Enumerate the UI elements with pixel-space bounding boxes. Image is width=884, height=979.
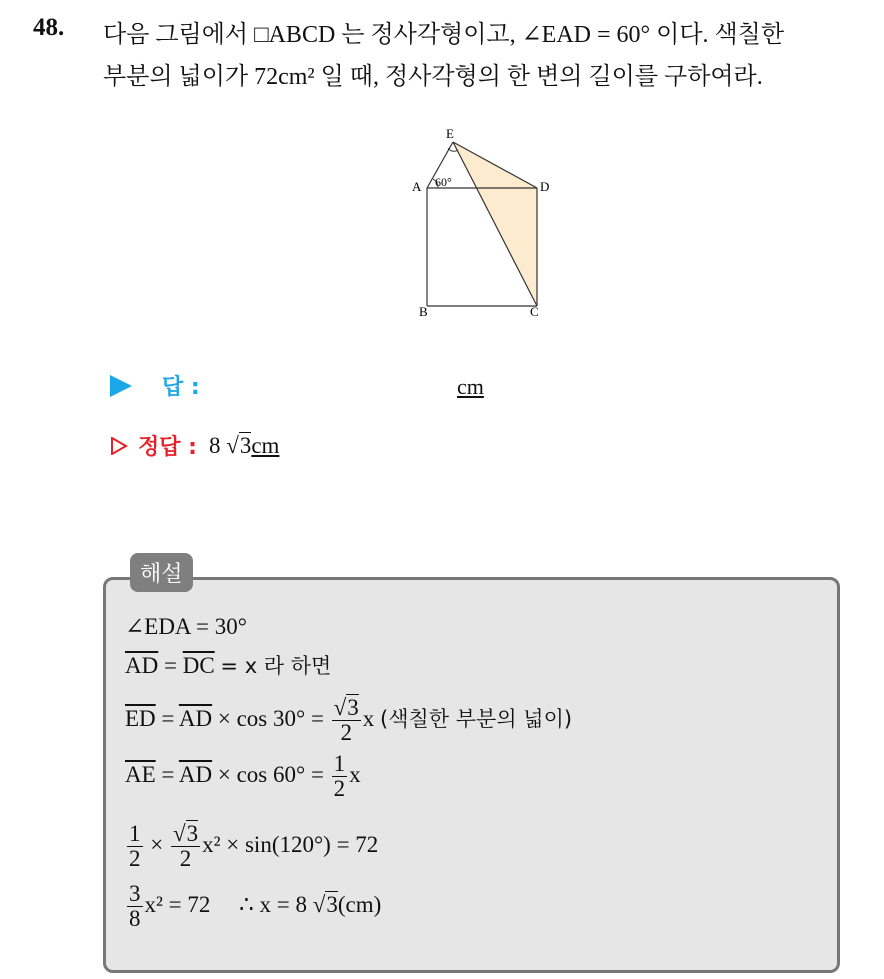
solution-line-4: $\overline{AE} = \overline{AD} \times \cos 60^\circ$ = $\frac{1}{2}$ x — [125, 751, 361, 802]
label-A: A — [412, 179, 422, 194]
solution-tab: 해설 — [130, 553, 193, 592]
answer-unit: cm — [457, 374, 484, 399]
label-D: D — [540, 179, 550, 194]
question-number: 48. — [33, 14, 65, 41]
label-C: C — [530, 304, 539, 318]
label-E: E — [446, 126, 454, 141]
label-B: B — [419, 304, 428, 318]
solution-line-3: $\overline{ED} = \overline{AD} \times \cos 30^\circ$ = $\frac{√3}{2}$ x (색칠한 부분의 넓이) — [125, 695, 573, 746]
question-text-line1: 다음 그림에서 □ABCD 는 정사각형이고, ∠EAD = 60° 이다. 색칠한 — [103, 22, 785, 48]
correct-answer-label: 정답 : — [138, 435, 197, 460]
answer-row — [110, 370, 200, 401]
solution-line-5: $\frac{1}{2}$ × $\frac{√3}{2}$ x² × sin(120°) = 72 — [129, 821, 379, 872]
square-figure — [390, 118, 590, 318]
label-angle: 60° — [435, 175, 452, 189]
correct-answer-value: 8 √3cm — [208, 432, 280, 458]
question-text-line2: 부분의 넓이가 72cm² 일 때, 정사각형의 한 변의 길이를 구하여라. — [103, 64, 763, 90]
play-triangle-icon — [110, 375, 132, 397]
solution-line-2: $\overline{AD} = \overline{DC} = x$ 라 하면 — [125, 653, 332, 678]
correct-answer-row — [110, 430, 279, 461]
answer-label: 답 : — [162, 375, 200, 400]
outline-triangle-icon — [110, 437, 128, 455]
solution-line-6: $\frac{3}{8}$ x² = 72 ∴ x = 8 √3(cm) — [129, 881, 382, 932]
solution-line-1: ∠EDA = 30° — [125, 614, 247, 639]
